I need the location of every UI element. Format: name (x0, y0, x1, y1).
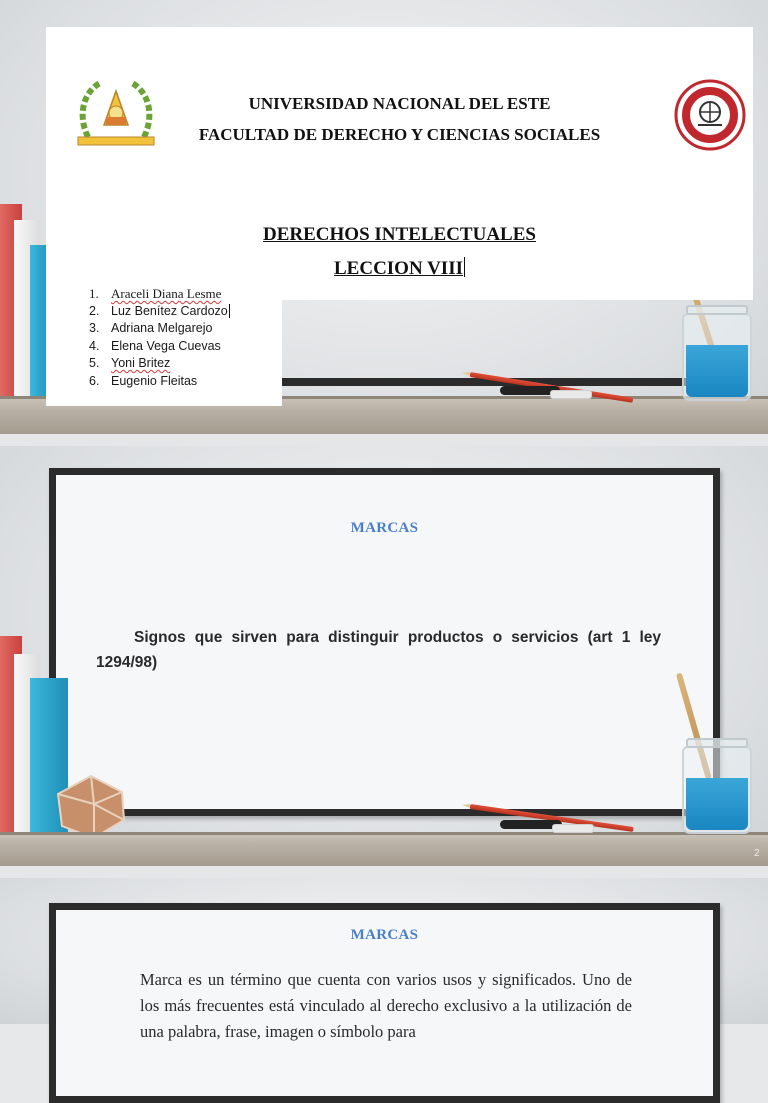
shelf (0, 834, 768, 866)
text-cursor (229, 304, 230, 318)
board (49, 468, 720, 816)
member-item: 4. Elena Vega Cuevas (89, 339, 221, 353)
title-card (46, 27, 753, 300)
page-number: 2 (754, 848, 760, 859)
lesson-title (46, 257, 753, 280)
slide-body-text: Signos que sirven para distinguir productos o servicios (art 1 ley 1294/98) (96, 629, 661, 671)
slide-3 (0, 878, 768, 1041)
lesson-label: LECCION VIII (334, 258, 463, 279)
university-name: UNIVERSIDAD NACIONAL DEL ESTE (248, 94, 551, 113)
member-item: 6. Eugenio Fleitas (89, 374, 198, 388)
slide-2 (0, 446, 768, 866)
member-item: 5. Yoni Britez (89, 356, 171, 370)
eraser (550, 390, 592, 399)
text-cursor (464, 257, 465, 277)
jar-with-brush (682, 313, 752, 401)
members-list-card (46, 280, 282, 406)
slide-gap (0, 866, 768, 878)
slide-body-text: Marca es un término que cuenta con varios usos y significados. Uno de los más frecuentes está vinculado al derecho exclusivo a la utilización de una palabra, frase, imagen o símbolo para (140, 970, 632, 1041)
slide-1 (0, 0, 768, 434)
board (49, 903, 720, 1103)
slide-gap (0, 434, 768, 446)
course-title: DERECHOS INTELECTUALES (263, 224, 536, 245)
member-item: 2. Luz Benítez Cardozo (89, 304, 228, 318)
member-item: 3. Adriana Melgarejo (89, 321, 213, 335)
shelf-edge (0, 832, 768, 835)
jar-with-brush (682, 746, 752, 834)
slide-heading: MARCAS (350, 927, 419, 943)
eraser (552, 824, 594, 833)
member-item: 1. Araceli Diana Lesme (89, 286, 222, 301)
faculty-name: FACULTAD DE DERECHO Y CIENCIAS SOCIALES (198, 125, 601, 144)
wooden-ornament-icon (54, 774, 128, 840)
slide-heading: MARCAS (350, 520, 419, 536)
